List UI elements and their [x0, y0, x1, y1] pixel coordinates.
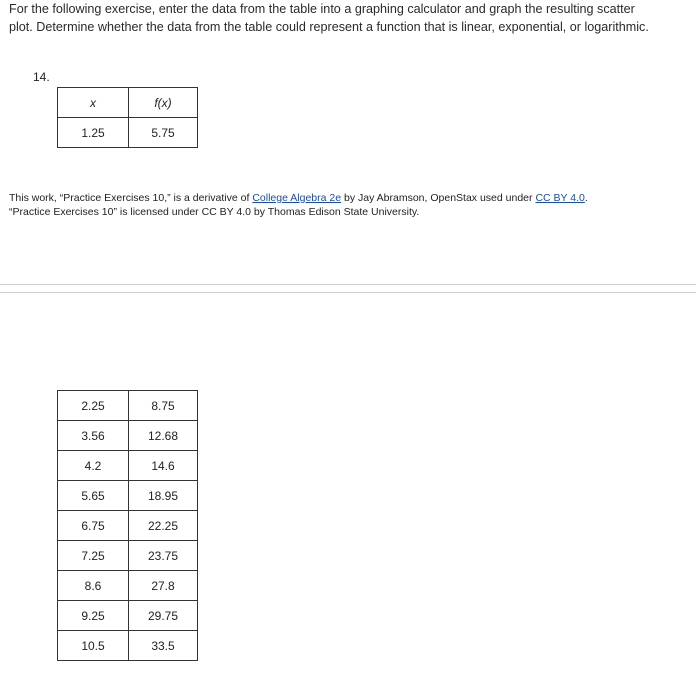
cell-fx: 27.8 [129, 571, 198, 601]
data-table-top [57, 87, 198, 148]
cell-fx: 8.75 [129, 391, 198, 421]
license-link[interactable]: CC BY 4.0 [535, 192, 585, 204]
attribution-middle: by Jay Abramson, OpenStax used under [341, 192, 536, 204]
book-link[interactable]: College Algebra 2e [252, 192, 342, 204]
cell-x: 9.25 [58, 601, 129, 631]
table-header-row [58, 88, 198, 118]
table-row [58, 571, 198, 601]
exercise-instructions: For the following exercise, enter the data from the table into a graphing calculator and graph the resulting scatter plot. Determine whether the data from the table could represent a function that is linear, exponential, or logarithmic. [9, 2, 649, 34]
cell-x: 8.6 [58, 571, 129, 601]
table-row [58, 511, 198, 541]
cell-fx: 5.75 [129, 118, 198, 148]
table-row [58, 451, 198, 481]
attribution-prefix: This work, “Practice Exercises 10,” is a derivative of [9, 192, 253, 204]
data-table-continued [57, 390, 198, 661]
table-row [58, 601, 198, 631]
cell-x: 3.56 [58, 421, 129, 451]
page-divider-bottom [0, 292, 696, 293]
cell-x: 6.75 [58, 511, 129, 541]
cell-fx: 33.5 [129, 631, 198, 661]
cell-fx: 23.75 [129, 541, 198, 571]
attribution-suffix: . [584, 192, 588, 204]
page-divider-top [0, 284, 696, 285]
table-row [58, 421, 198, 451]
cell-x: 4.2 [58, 451, 129, 481]
attribution-line-1 [9, 191, 689, 205]
cell-fx: 29.75 [129, 601, 198, 631]
attribution-line-2: “Practice Exercises 10” is licensed under CC BY 4.0 by Thomas Edison State University. [9, 206, 420, 218]
cell-x: 10.5 [58, 631, 129, 661]
cell-fx: 22.25 [129, 511, 198, 541]
exercise-number: 14. [33, 70, 50, 84]
cell-x: 5.65 [58, 481, 129, 511]
table-row [58, 631, 198, 661]
cell-fx: 12.68 [129, 421, 198, 451]
cell-x: 1.25 [58, 118, 129, 148]
cell-fx: 14.6 [129, 451, 198, 481]
cell-fx: 18.95 [129, 481, 198, 511]
header-fx: f(x) [129, 88, 198, 118]
attribution-text [9, 191, 689, 219]
table-row [58, 481, 198, 511]
table-row [58, 541, 198, 571]
cell-x: 7.25 [58, 541, 129, 571]
header-x: x [58, 88, 129, 118]
table-row [58, 118, 198, 148]
table-row [58, 391, 198, 421]
cell-x: 2.25 [58, 391, 129, 421]
